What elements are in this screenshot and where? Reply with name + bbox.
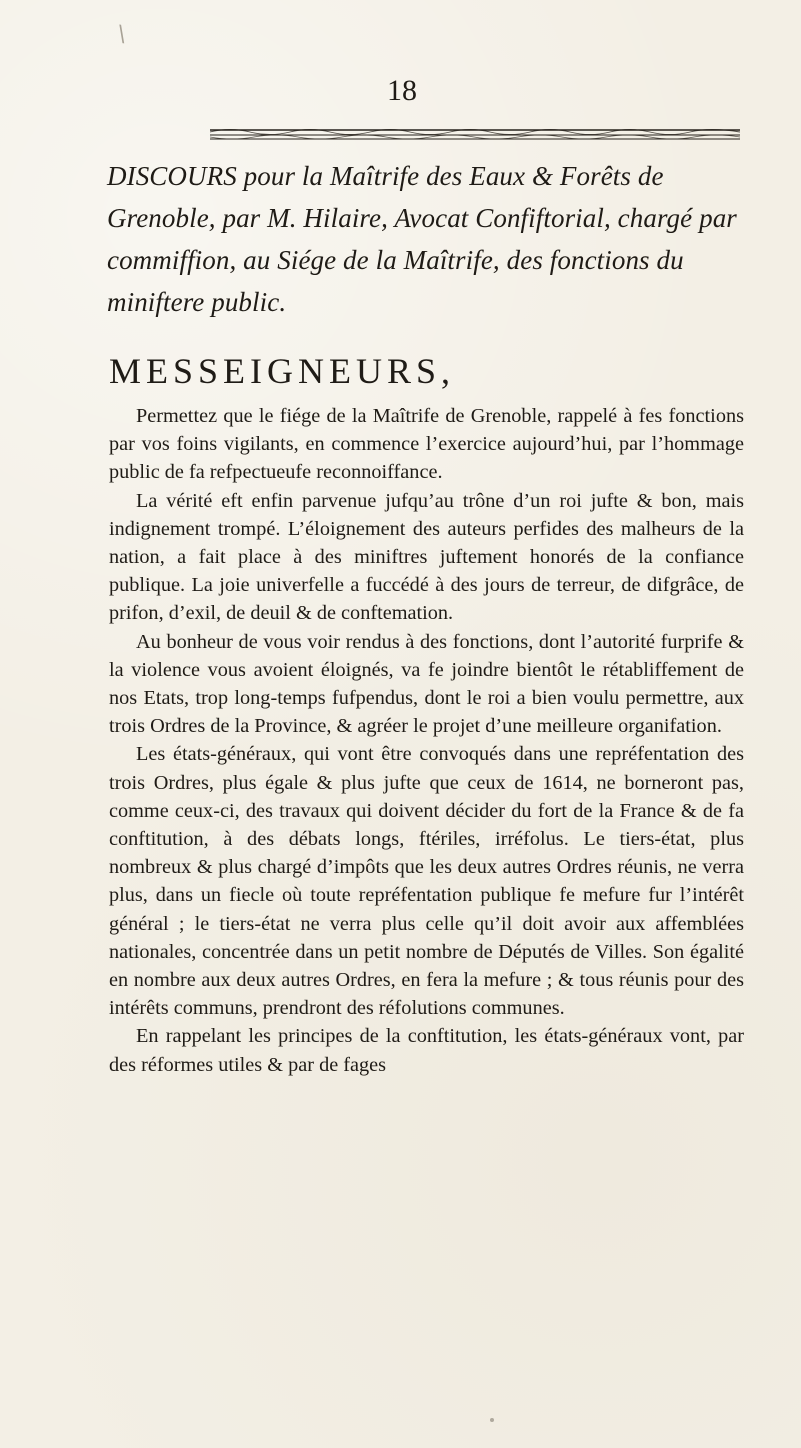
- paragraph-4: Les états-généraux, qui vont être convoqués dans une repréfentation des trois Ordres, plus égale & plus jufte que ceux de 1614, ne borneront pas, comme ceux-ci, des travaux qui doivent décider du fort de la France & de fa conftitution, à des débats longs, ftériles, irréfolus. Le tiers-état, plus nombreux & plus chargé d’impôts que les deux autres Ordres réunis, ne verra plus, dans un fiecle où toute repréfentation publique fe mefure fur l’intérêt général ; le tiers-état ne verra plus celle qu’il doit avoir aux affemblées nationales, concentrée dans un petit nombre de Députés de Villes. Son égalité en nombre aux deux autres Ordres, en fera la mefure ; & tous réunis pour des intérêts communs, prendront des réfolutions communes.: [109, 743, 744, 1020]
- paragraph-3: Au bonheur de vous voir rendus à des fonctions, dont l’autorité furprife & la violence vous avoient éloignés, va fe joindre bientôt le rétabliffement de nos Etats, trop long-temps fufpendus, dont le roi a bien voulu permettre, aux trois Ordres de la Province, & agréer le projet d’une meilleure organifation.: [109, 630, 744, 738]
- print-dot: [490, 1418, 494, 1422]
- paragraph-2: La vérité eft enfin parvenue jufqu’au trône d’un roi jufte & bon, mais indignement trompé. L’éloignement des auteurs perfides des malheurs de la nation, a fait place à des miniftres juftement honorés de la confiance publique. La joie univerfelle a fuccédé à des jours de terreur, de difgrâce, de prifon, d’exil, de deuil & de conftemation.: [109, 489, 744, 625]
- faint-margin-mark: \: [116, 21, 128, 48]
- ornament-line-icon: [210, 125, 740, 143]
- header-ornament: [210, 125, 740, 143]
- page-number: 18: [387, 74, 417, 107]
- paragraph-1: Permettez que le fiége de la Maîtrife de Grenoble, rappelé à fes fonctions par vos foins vigilants, en commence l’exercice aujourd’hui, par l’hommage public de fa refpectueufe reconnoiffance.: [109, 405, 744, 484]
- salutation: MESSEIGNEURS,: [109, 351, 456, 391]
- document-title: DISCOURS pour la Maîtrife des Eaux & Forêts de Grenoble, par M. Hilaire, Avocat Confiftorial, chargé par commiffion, au Siége de la Maîtrife, des fonctions du miniftere public.: [107, 161, 737, 317]
- paragraph-5: En rappelant les principes de la conftitution, les états-généraux vont, par des réformes utiles & par de fages: [109, 1025, 744, 1076]
- body-text: [109, 402, 744, 1079]
